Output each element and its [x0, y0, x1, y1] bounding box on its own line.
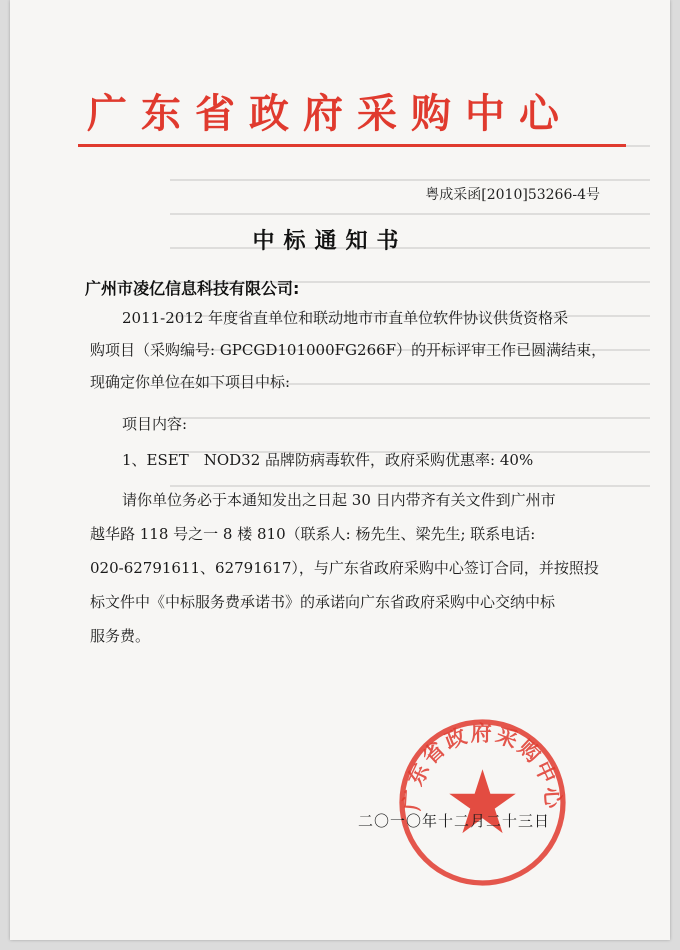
reference-number: 粤成采函[2010]53266-4号 [425, 187, 600, 203]
paragraph-1-line-2: 购项目（采购编号: GPCGD101000FG266F）的开标评审工作已圆满结束， [90, 341, 607, 359]
svg-text:广东省政府采购中心: 广东省政府采购中心 [399, 721, 566, 812]
item-1: 1、ESET NOD32 品牌防病毒软件，政府采购优惠率: 40% [122, 451, 534, 469]
paragraph-2-line-3: 020-62791611、62791617），与广东省政府采购中心签订合同，并按照投 [90, 559, 599, 577]
document-page [10, 0, 670, 940]
header-red-rule [78, 144, 626, 147]
document-title: 中标通知书 [252, 229, 408, 254]
official-seal-stamp [395, 715, 570, 890]
paragraph-2-line-4: 标文件中《中标服务费承诺书》的承诺向广东省政府采购中心交纳中标 [90, 593, 556, 611]
recipient-company: 广州市凌亿信息科技有限公司: [85, 279, 300, 298]
issue-date: 二〇一〇年十二月二十三日 [357, 812, 550, 830]
paragraph-2-line-5: 服务费。 [90, 627, 151, 645]
paragraph-1-line-1: 2011-2012 年度省直单位和联动地市市直单位软件协议供货资格采 [122, 309, 569, 327]
paragraph-2-line-1: 请你单位务必于本通知发出之日起 30 日内带齐有关文件到广州市 [122, 491, 556, 509]
paragraph-2-line-2: 越华路 118 号之一 8 楼 810（联系人: 杨先生、梁先生; 联系电话: [90, 525, 536, 543]
items-heading: 项目内容: [122, 415, 188, 433]
paragraph-1-line-3: 现确定你单位在如下项目中标: [90, 373, 291, 391]
org-title: 广东省政府采购中心 [87, 90, 573, 137]
